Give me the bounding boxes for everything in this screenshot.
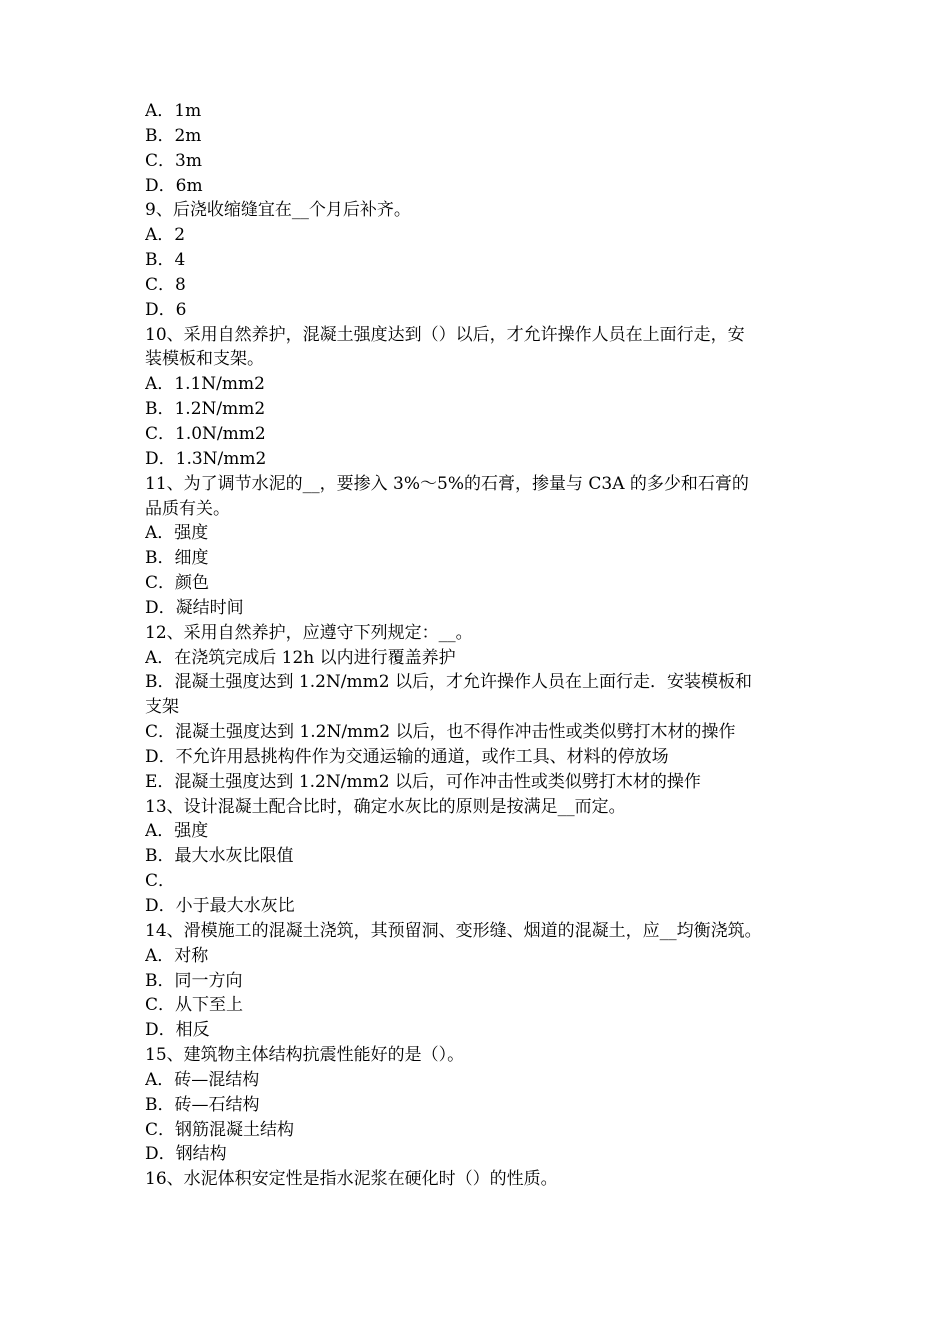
option-line: C．1.0N/mm2 bbox=[145, 423, 266, 444]
option-line: C．3m bbox=[145, 150, 202, 171]
option-line: D．1.3N/mm2 bbox=[145, 448, 267, 469]
option-line: A．对称 bbox=[145, 945, 209, 966]
option-line: A．强度 bbox=[145, 821, 209, 842]
option-line: B．细度 bbox=[145, 548, 209, 569]
option-line: A．在浇筑完成后 12h 以内进行覆盖养护 bbox=[145, 647, 456, 668]
option-line: C．颜色 bbox=[145, 573, 210, 594]
option-line: A．强度 bbox=[145, 523, 209, 544]
question-line: 12、采用自然养护，应遵守下列规定：__。 bbox=[145, 622, 473, 643]
question-line: 13、设计混凝土配合比时，确定水灰比的原则是按满足__而定。 bbox=[145, 796, 626, 817]
option-line: D．凝结时间 bbox=[145, 597, 244, 618]
option-line: D．小于最大水灰比 bbox=[145, 896, 295, 916]
option-line: C． bbox=[145, 871, 176, 892]
option-line: D．6m bbox=[145, 175, 203, 196]
question-line: 9、后浇收缩缝宜在__个月后补齐。 bbox=[145, 200, 411, 221]
question-line: 16、水泥体积安定性是指水泥浆在硬化时（）的性质。 bbox=[145, 1169, 558, 1190]
question-line: 品质有关。 bbox=[145, 498, 230, 519]
option-line: C．8 bbox=[145, 274, 186, 295]
option-line: A．砖—混结构 bbox=[145, 1069, 260, 1090]
option-line: E．混凝土强度达到 1.2N/mm2 以后，可作冲击性或类似劈打木材的操作 bbox=[145, 771, 701, 792]
option-line: A．1.1N/mm2 bbox=[145, 374, 265, 395]
question-line: 11、为了调节水泥的__，要掺入 3%～5%的石膏，掺量与 C3A 的多少和石膏的 bbox=[145, 473, 749, 494]
question-line: 14、滑模施工的混凝土浇筑，其预留洞、变形缝、烟道的混凝土，应__均衡浇筑。 bbox=[145, 920, 762, 941]
option-line: D．相反 bbox=[145, 1020, 210, 1041]
option-line: C．混凝土强度达到 1.2N/mm2 以后，也不得作冲击性或类似劈打木材的操作 bbox=[145, 722, 736, 743]
option-line: B．混凝土强度达到 1.2N/mm2 以后，才允许操作人员在上面行走．安装模板和 bbox=[145, 672, 752, 693]
option-line: C．钢筋混凝土结构 bbox=[145, 1119, 295, 1140]
option-line: A．1m bbox=[145, 101, 202, 121]
option-line: D．不允许用悬挑构件作为交通运输的通道，或作工具、材料的停放场 bbox=[145, 746, 669, 767]
option-line: B．4 bbox=[145, 250, 186, 271]
question-line: 15、建筑物主体结构抗震性能好的是（）。 bbox=[145, 1045, 465, 1066]
option-line: D．6 bbox=[145, 299, 187, 320]
option-line: B．2m bbox=[145, 125, 202, 146]
option-line: B．同一方向 bbox=[145, 970, 243, 991]
option-line: B．1.2N/mm2 bbox=[145, 399, 266, 420]
question-line: 10、采用自然养护，混凝土强度达到（）以后，才允许操作人员在上面行走，安 bbox=[145, 324, 745, 345]
option-line: 支架 bbox=[145, 697, 179, 718]
option-line: A．2 bbox=[145, 225, 186, 246]
option-line: B．最大水灰比限值 bbox=[145, 846, 294, 867]
option-line: D．钢结构 bbox=[145, 1144, 227, 1165]
document-body bbox=[145, 99, 825, 1192]
option-line: B．砖—石结构 bbox=[145, 1094, 260, 1115]
option-line: C．从下至上 bbox=[145, 995, 244, 1016]
question-line: 装模板和支架。 bbox=[145, 349, 264, 370]
